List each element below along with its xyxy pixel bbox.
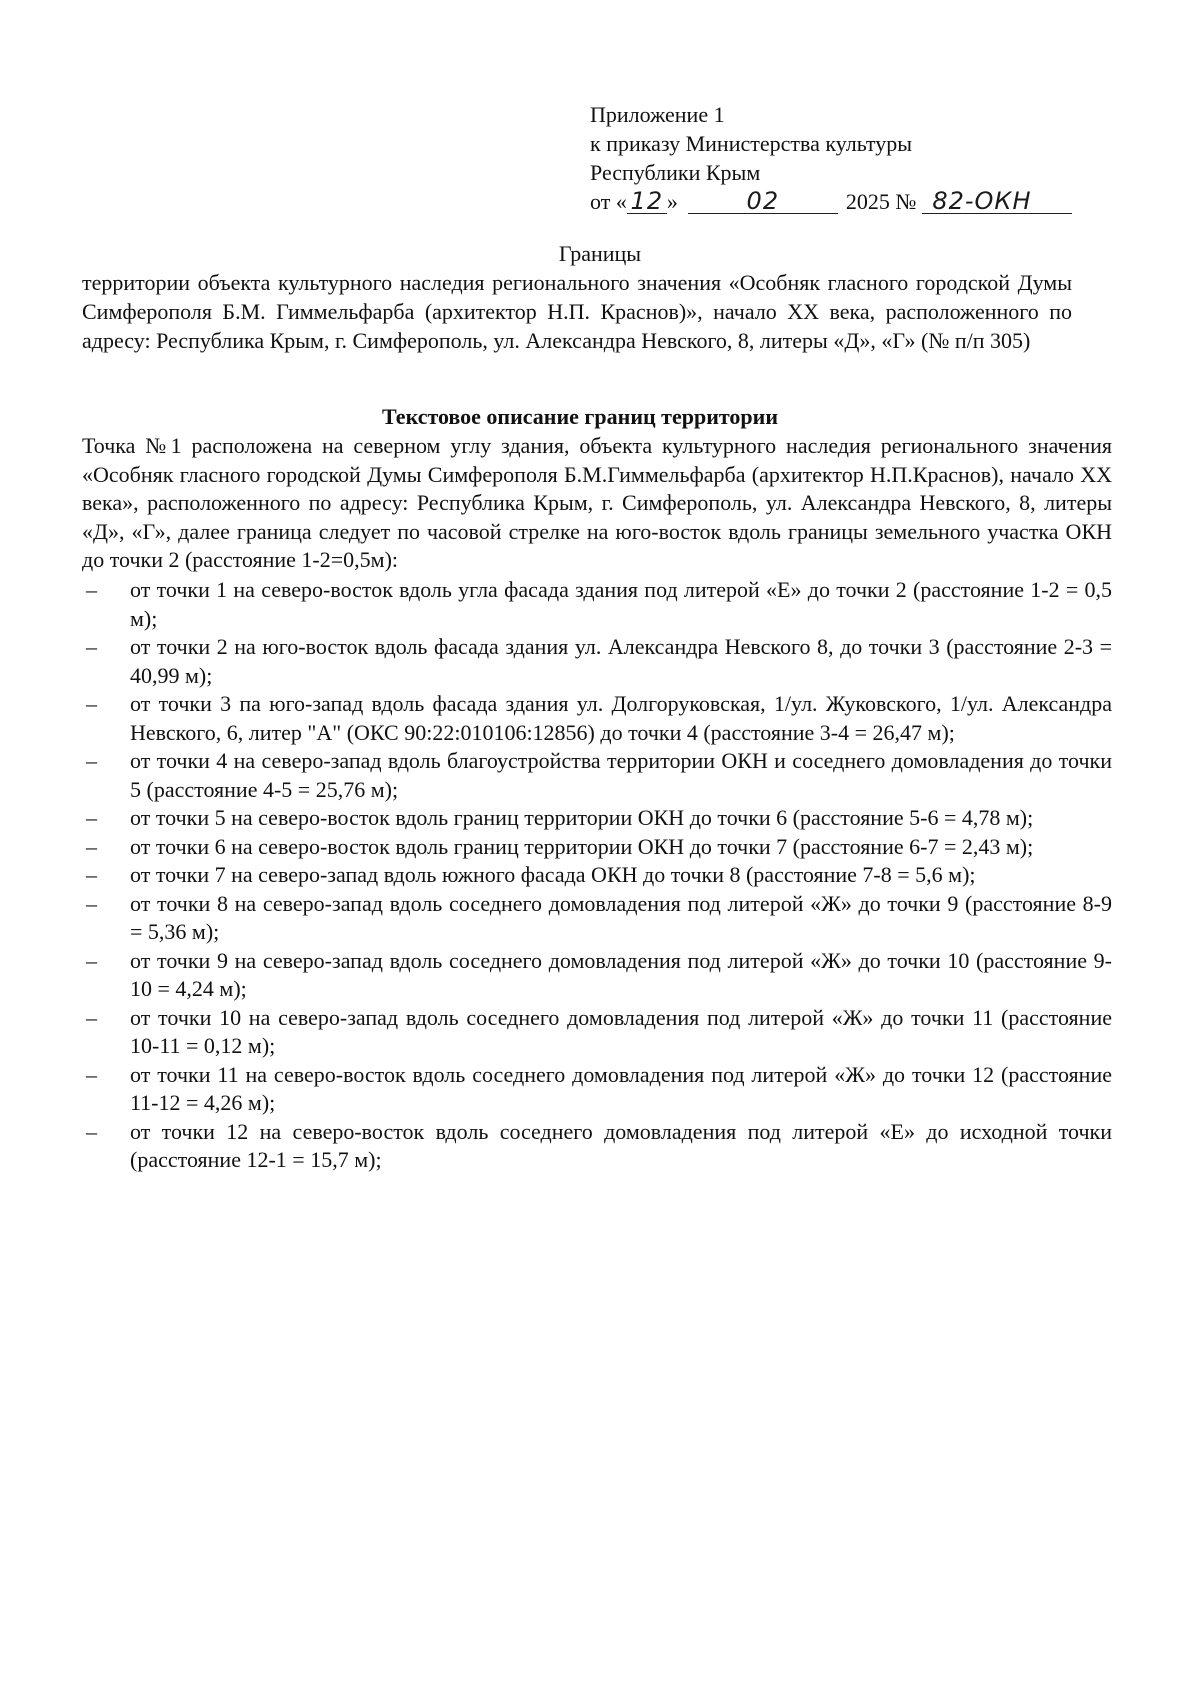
list-dash: – [86,805,97,830]
list-dash: – [86,833,97,859]
appendix-line-1: Приложение 1 [590,102,725,127]
boundary-segment-item [82,890,1112,947]
order-day-handwritten: 12 [627,189,667,214]
order-number-handwritten: 82-ОКН [922,189,1072,214]
section-title: Текстовое описание границ территории [381,404,779,429]
boundary-segment-item [82,1004,1112,1061]
list-dash: – [86,947,97,973]
order-date-line [590,187,1130,216]
list-dash: – [86,1004,97,1030]
boundary-segment-item [82,861,1112,890]
appendix-line-2: к приказу Министерства культуры [590,131,913,156]
list-dash: – [86,1118,97,1144]
boundary-segment-item [82,747,1112,804]
boundary-segment-text: от точки 8 на северо-запад вдоль соседнего домовладения под литерой «Ж» до точки 9 (расстояние 8-9 = 5,36 м); [130,890,1112,944]
list-dash: – [86,748,97,773]
appendix-header [590,100,1130,216]
date-prefix: от « [590,189,627,214]
boundary-segment-item [82,576,1112,633]
boundary-segment-text: от точки 4 на северо-запад вдоль благоустройства территории ОКН и соседнего домовладения до точки 5 (расстояние 4-5 = 25,76 м); [130,748,1112,802]
boundary-segment-item [82,804,1112,833]
list-dash: – [86,577,97,602]
boundary-segment-item [82,1118,1112,1175]
boundary-segment-item [82,947,1112,1004]
boundary-segment-text: от точки 12 на северо-восток вдоль соседнего домовладения под литерой «Е» до исходной точки (расстояние 12-1 = 15,7 м); [130,1118,1112,1172]
order-year-label: 2025 № [845,189,917,214]
boundary-segment-text: от точки 2 на юго-восток вдоль фасада здания ул. Александра Невского 8, до точки 3 (расстояние 2-3 = 40,99 м); [130,634,1112,688]
boundary-segment-text: от точки 7 на северо-запад вдоль южного фасада ОКН до точки 8 (расстояние 7-8 = 5,6 м); [130,862,976,887]
list-dash: – [86,890,97,916]
order-month-handwritten: 02 [688,189,838,214]
list-dash: – [86,691,97,716]
boundary-segment-text: от точки 1 на северо-восток вдоль угла фасада здания под литерой «Е» до точки 2 (расстояние 1-2 = 0,5 м); [130,577,1112,631]
appendix-line-3: Республики Крым [590,160,761,185]
boundary-segment-text: от точки 10 на северо-запад вдоль соседнего домовладения под литерой «Ж» до точки 11 (расстояние 10-11 = 0,12 м); [130,1004,1112,1058]
boundary-segment-item [82,633,1112,690]
boundary-segment-item [82,833,1112,862]
intro-paragraph: Точка №1 расположена на северном углу здания, объекта культурного наследия регионального значения «Особняк гласного городской Думы Симферополя Б.М.Гиммельфарба (архитектор Н.П.Краснов), начало ХХ века», расположенного по адресу: Республика Крым, г. Симферополь, ул. Александра Невского, 8, литеры «Д», «Г», далее граница следует по часовой стрелке на юго-восток вдоль границы земельного участка ОКН до точки 2 (расстояние 1-2=0,5м): [82,433,1112,572]
document-subtitle: территории объекта культурного наследия регионального значения «Особняк гласного городской Думы Симферополя Б.М. Гиммельфарба (архитектор Н.П. Краснов)», начало ХХ века, расположенного по адресу: Республика Крым, г. Симферополь, ул. Александра Невского, 8, литеры «Д», «Г» (№ п/п 305) [82,270,1072,353]
boundary-segment-text: от точки 11 на северо-восток вдоль соседнего домовладения под литерой «Ж» до точки 12 (расстояние 11-12 = 4,26 м); [130,1061,1112,1115]
boundary-segment-text: от точки 3 па юго-запад вдоль фасада здания ул. Долгоруковская, 1/ул. Жуковского, 1/ул. Александра Невского, 6, литер "А" (ОКС 90:22:010106:12856) до точки 4 (расстояние 3-4 = 26,47 м); [130,691,1112,745]
boundary-segment-item [82,690,1112,747]
list-dash: – [86,862,97,887]
list-dash: – [86,1061,97,1087]
list-dash: – [86,634,97,659]
boundary-segment-text: от точки 9 на северо-запад вдоль соседнего домовладения под литерой «Ж» до точки 10 (расстояние 9-10 = 4,24 м); [130,947,1112,1001]
boundary-segment-text: от точки 5 на северо-восток вдоль границ территории ОКН до точки 6 (расстояние 5-6 = 4,78 м); [130,805,1034,830]
document-title: Границы [558,241,642,266]
date-mid: » [666,189,678,214]
boundary-segment-text: от точки 6 на северо-восток вдоль границ территории ОКН до точки 7 (расстояние 6-7 = 2,43 м); [130,833,1034,859]
boundary-segment-item [82,1061,1112,1118]
boundary-segment-list [82,576,1112,1175]
